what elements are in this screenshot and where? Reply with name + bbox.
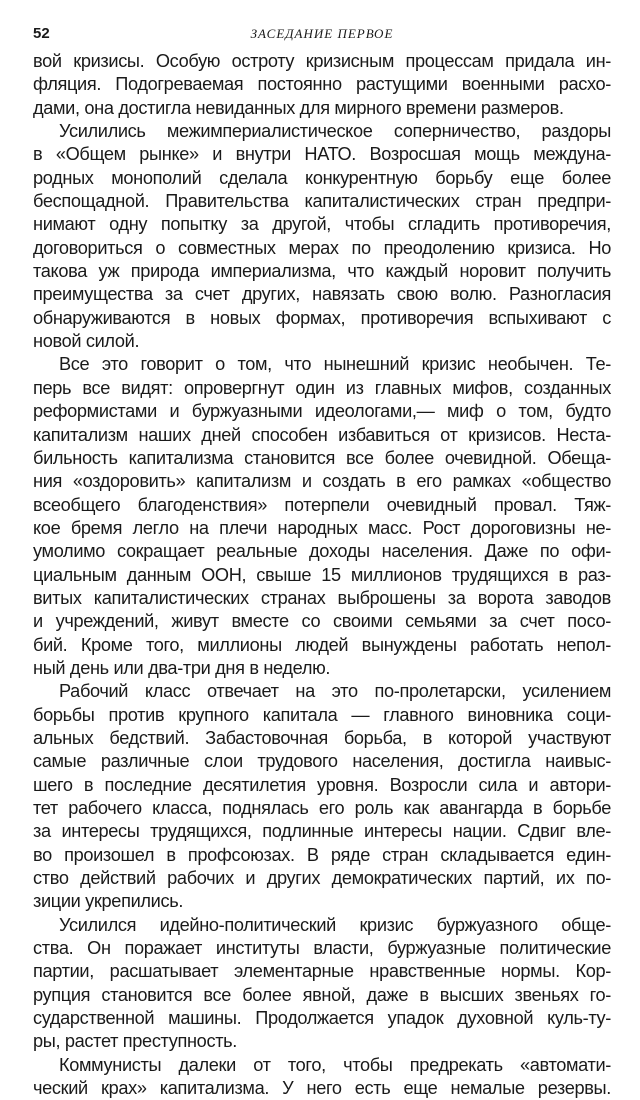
text-line: борьбы против крупного капитала — главного виновника соци- <box>33 704 611 725</box>
text-line: самые различные слои трудового населения, достигла наивыс- <box>33 751 611 772</box>
text-line: обнаруживаются в новых формах, противоречия вспыхивают с <box>33 307 611 328</box>
text-line: реформистами и буржуазными идеологами,— миф о том, будто <box>33 401 611 422</box>
text-line: ный день или два-три дня в неделю. <box>33 657 331 678</box>
text-line: ческий крах» капитализма. У него есть еще немалые резервы. <box>33 1078 611 1099</box>
text-line: альных бедствий. Забастовочная борьба, в которой участвуют <box>33 727 611 748</box>
body-text <box>33 50 611 1100</box>
text-line: Рабочий класс отвечает на это по-пролетарски, усилением <box>59 681 611 702</box>
text-line: такова уж природа империализма, что каждый норовит получить <box>33 261 611 282</box>
text-line: в «Общем рынке» и внутри НАТО. Возросшая мощь междуна- <box>33 144 611 165</box>
text-line: Все это говорит о том, что нынешний кризис необычен. Те- <box>59 354 611 375</box>
text-line: Усилился идейно-политический кризис буржуазного обще- <box>59 914 611 935</box>
text-line: родных монополий сделала конкурентную борьбу еще более <box>33 167 611 188</box>
text-line: капитализм наших дней способен избавиться от кризисов. Неста- <box>33 424 611 445</box>
text-line: умолимо сокращает реальные доходы населения. Даже по офи- <box>33 541 611 562</box>
text-line: кое бремя легло на плечи народных масс. Рост дороговизны не- <box>33 517 611 538</box>
running-head <box>33 22 611 46</box>
text-line: Коммунисты далеки от того, чтобы предрекать «автомати- <box>59 1054 611 1075</box>
text-line: договориться о совместных мерах по преодолению кризиса. Но <box>33 237 611 258</box>
text-line: Усилились межимпериалистическое соперничество, раздоры <box>59 121 611 142</box>
text-line: шего в последние десятилетия уровня. Возросли сила и автори- <box>33 774 611 795</box>
running-title: ЗАСЕДАНИЕ ПЕРВОЕ <box>250 26 394 41</box>
text-line: зиции укрепились. <box>33 891 184 912</box>
text-line: преимущества за счет других, навязать свою волю. Разногласия <box>33 284 611 305</box>
text-line: во произошел в профсоюзах. В ряде стран складывается един- <box>33 844 611 865</box>
text-line: витых капиталистических странах выброшены за ворота заводов <box>33 587 611 608</box>
book-page <box>33 22 611 1100</box>
text-line: рупция становится все более явной, даже в высших звеньях го- <box>33 984 611 1005</box>
page-number: 52 <box>33 25 50 42</box>
text-line: дами, она достигла невиданных для мирного времени размеров. <box>33 97 564 118</box>
text-line: перь все видят: опровергнут один из главных мифов, созданных <box>33 377 611 398</box>
text-line: новой силой. <box>33 331 140 352</box>
text-line: сударственной машины. Продолжается упадок духовной куль-ту- <box>33 1008 611 1029</box>
text-line: ния «оздоровить» капитализм и создать в его рамках «общество <box>33 471 611 492</box>
text-line: бильность капитализма становится все более очевидной. Обеща- <box>33 447 611 468</box>
text-line: ры, растет преступность. <box>33 1031 237 1052</box>
text-line: за интересы трудящихся, подлинные интересы нации. Сдвиг вле- <box>33 821 611 842</box>
text-line: ства. Он поражает институты власти, буржуазные политические <box>33 938 611 959</box>
text-line: беспощадной. Правительства капиталистических стран предпри- <box>33 191 611 212</box>
text-line: вой кризисы. Особую остроту кризисным процессам придала ин- <box>33 51 611 71</box>
text-line: циальным данным ООН, свыше 15 миллионов трудящихся в раз- <box>33 564 611 585</box>
text-line: тет рабочего класса, поднялась его роль как авангарда в борьбе <box>33 798 611 818</box>
text-line: партии, расшатывает элементарные нравственные нормы. Кор- <box>33 961 611 982</box>
text-line: и учреждений, живут вместе со своими семьями за счет посо- <box>33 611 611 632</box>
text-line: бий. Кроме того, миллионы людей вынуждены работать непол- <box>33 634 611 655</box>
text-line: нимают одну попытку за другой, чтобы сгладить противоречия, <box>33 214 611 235</box>
text-line: ство действий рабочих и других демократических партий, их по- <box>33 868 611 889</box>
text-line: всеобщего благоденствия» потерпели очевидный провал. Тяж- <box>33 494 611 515</box>
text-line: фляция. Подогреваемая постоянно растущими военными расхо- <box>33 74 611 95</box>
